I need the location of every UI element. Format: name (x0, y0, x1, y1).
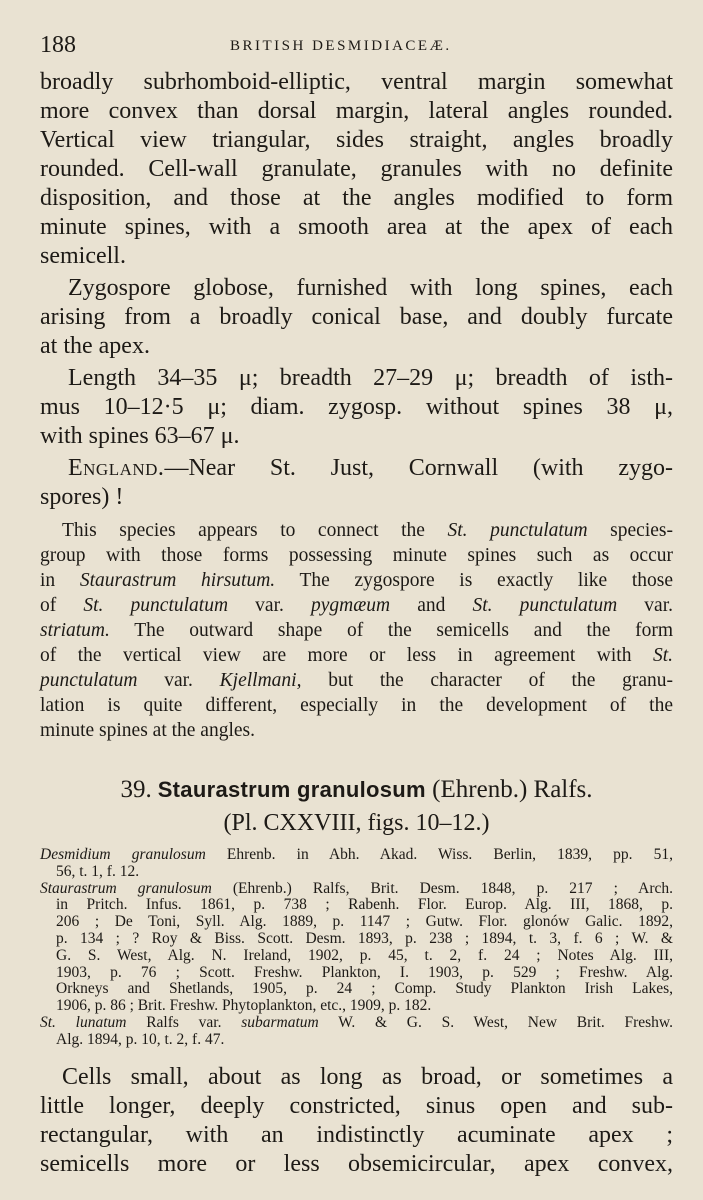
text-line: minute spines, with a smooth area at the apex of each (40, 214, 673, 240)
reference-line: 1903, p. 76 ; Scott. Freshw. Plankton, I. 1903, p. 529 ; Freshw. Alg. (56, 963, 673, 981)
reference-entry (40, 881, 673, 1015)
reference-line: G. S. West, Alg. N. Ireland, 1902, p. 45, t. 2, f. 24 ; Notes Alg. III, (56, 946, 673, 964)
text-line: rectangular, with an indistinctly acuminate apex ; (40, 1121, 673, 1148)
reference-line: 1906, p. 86 ; Brit. Freshw. Phytoplankton, etc., 1909, p. 182. (56, 997, 432, 1015)
text-line (40, 454, 673, 483)
reference-line: Staurastrum granulosum (Ehrenb.) Ralfs, Brit. Desm. 1848, p. 217 ; Arch. (40, 879, 673, 897)
cell-description-paragraph (40, 1063, 673, 1179)
locality-country: England. (68, 455, 165, 481)
text-line: Cells small, about as long as broad, or sometimes a (62, 1063, 673, 1090)
text-line: semicells more or less obsemicircular, apex convex, (40, 1150, 673, 1177)
note-line: in Staurastrum hirsutum. The zygospore is exactly like those (40, 570, 673, 591)
note-line: minute spines at the angles. (40, 720, 255, 741)
text-line: Vertical view triangular, sides straight, angles broadly (40, 127, 673, 153)
species-authority: (Ehrenb.) Ralfs. (425, 776, 593, 803)
page-number: 188 (40, 32, 76, 58)
text-line: rounded. Cell-wall granulate, granules with no definite (40, 156, 673, 182)
locality-text: —Near St. Just, Cornwall (with zygo- (164, 455, 673, 481)
text-line: little longer, deeply constricted, sinus open and sub- (40, 1092, 673, 1119)
species-name: Staurastrum granulosum (157, 777, 426, 802)
remarks-note (40, 518, 673, 743)
reference-line: 206 ; De Toni, Syll. Alg. 1889, p. 1147 ; Gutw. Flor. glonów Galic. 1892, (56, 913, 673, 931)
reference-line: 56, t. 1, f. 12. (56, 862, 140, 880)
text-line: more convex than dorsal margin, lateral angles rounded. (40, 98, 673, 124)
text-line: disposition, and those at the angles modified to form (40, 185, 673, 211)
note-line: This species appears to connect the St. punctulatum species- (62, 520, 673, 541)
text-line: at the apex. (40, 333, 150, 359)
synonymy-references (40, 847, 673, 1049)
text-line: semicell. (40, 243, 126, 269)
text-line: Zygospore globose, furnished with long spines, each (68, 275, 673, 301)
text-line: broadly subrhomboid-elliptic, ventral margin somewhat (40, 69, 673, 95)
note-line: of St. punctulatum var. pygmæum and St. punctulatum var. (40, 595, 673, 616)
species-heading (40, 773, 673, 807)
text-line: with spines 63–67 μ. (40, 423, 240, 449)
reference-entry (40, 847, 673, 881)
note-line: group with those forms possessing minute spines such as occur (40, 545, 673, 566)
reference-line: Orkneys and Shetlands, 1905, p. 24 ; Comp. Study Plankton Irish Lakes, (56, 980, 673, 998)
reference-line: p. 134 ; ? Roy & Biss. Scott. Desm. 1893, p. 238 ; 1894, t. 3, f. 6 ; W. & (56, 929, 673, 947)
locality-paragraph (40, 454, 673, 512)
running-head (40, 28, 673, 68)
description-paragraph (40, 68, 673, 271)
note-line: punctulatum var. Kjellmani, but the character of the granu- (40, 670, 673, 691)
reference-line: Alg. 1894, p. 10, t. 2, f. 47. (56, 1030, 225, 1048)
note-line: striatum. The outward shape of the semicells and the form (40, 620, 673, 641)
reference-line: Desmidium granulosum Ehrenb. in Abh. Akad. Wiss. Berlin, 1839, pp. 51, (40, 846, 673, 863)
note-line: lation is quite different, especially in the development of the (40, 695, 673, 716)
plate-reference: (Pl. CXXVIII, figs. 10–12.) (223, 810, 490, 836)
text-line: spores) ! (40, 484, 124, 510)
reference-entry (40, 1015, 673, 1049)
running-title: BRITISH DESMIDIACEÆ. (230, 38, 452, 54)
reference-line: in Pritch. Infus. 1861, p. 738 ; Rabenh. Flor. Europ. Alg. III, 1868, p. (56, 896, 673, 914)
note-line: of the vertical view are more or less in agreement with St. (40, 645, 673, 666)
text-line: arising from a broadly conical base, and doubly furcate (40, 304, 673, 330)
measurements-paragraph (40, 364, 673, 451)
text-line: Length 34–35 μ; breadth 27–29 μ; breadth of isth- (68, 365, 673, 391)
text-line: mus 10–12·5 μ; diam. zygosp. without spines 38 μ, (40, 394, 673, 420)
zygospore-paragraph (40, 274, 673, 361)
reference-line: St. lunatum Ralfs var. subarmatum W. & G. S. West, New Brit. Freshw. (40, 1013, 673, 1031)
species-number: 39. (120, 776, 152, 803)
